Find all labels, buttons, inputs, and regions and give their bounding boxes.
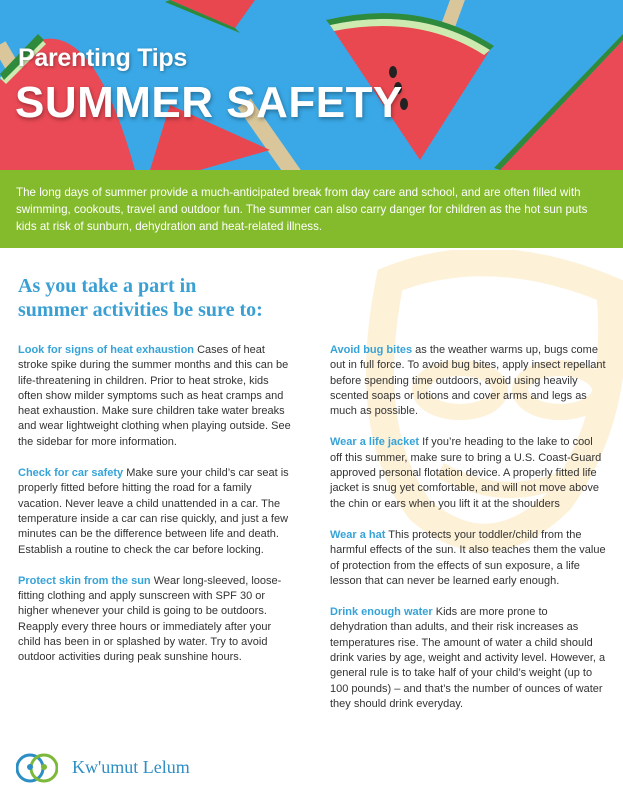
tip-text: Kids are more prone to dehydration than adults, and their risk increases as temperatures rise. The amount of water a child should drink varies by age, weight and activity level. However, a general rule is to take half of your child’s weight (up to 100 pounds) – and that’s the number of ounces of water they should drink everyday.: [330, 606, 606, 710]
intro-text: The long days of summer provide a much-anticipated break from day care and school, and are often filled with swimming, cookouts, travel and outdoor fun. The summer can also carry danger for children as the hot sun puts kids at risk of sunburn, dehydration and heat-related illness.: [0, 170, 623, 248]
tip-text: This protects your toddler/child from the harmful effects of the sun. It also teaches them the value of protection from the effects of sun exposure, a life lesson that can never be learned early enough.: [330, 528, 606, 587]
tip-title: Look for signs of heat exhaustion: [18, 344, 195, 356]
tip-text: Cases of heat stroke spike during the summer months and this can be life-threatening in children. Prior to heat stroke, kids often show milder symptoms such as heat cramps and heat exhaustion. Make sure children take water breaks and wear lightweight clothing when playing outside. See the sidebar for more information.: [18, 344, 291, 448]
tip-text: as the weather warms up, bugs come out in full force. To avoid bug bites, apply insect repellant before spending time outdoors, avoid using heavily scented soaps or lotions and cover arms and legs as much as possible.: [330, 344, 606, 418]
tip-protect-skin: [18, 574, 294, 666]
tip-life-jacket: [330, 435, 606, 511]
section-heading-line2: summer activities be sure to:: [18, 299, 263, 321]
tip-title: Wear a hat: [330, 528, 386, 541]
tip-drink-water: [330, 605, 606, 712]
tip-text: If you’re heading to the lake to cool off this summer, make sure to bring a U.S. Coast-Guard approved personal flotation device. A properly fitted life jacket is snug yet comfortable, and will not move above the chin or ears when you lift it at the shoulders: [330, 436, 602, 510]
tip-title: Protect skin from the sun: [18, 574, 151, 587]
tip-car-safety: [18, 466, 294, 558]
tip-title: Drink enough water: [330, 606, 433, 619]
pre-title: Parenting Tips: [18, 44, 187, 72]
tip-bug-bites: [330, 343, 606, 419]
organization-name: Kw'umut Lelum: [72, 757, 190, 777]
hero-banner: [0, 0, 623, 170]
kwumut-lelum-logo-icon: [16, 750, 58, 786]
tip-heat-exhaustion: [18, 343, 294, 450]
tip-title: Avoid bug bites: [330, 344, 413, 356]
tips-column-left: [18, 343, 294, 682]
section-heading: [18, 274, 318, 322]
tip-text: Make sure your child’s car seat is properly fitted before hitting the road for a family vacation. Never leave a child unattended in a car. The temperature inside a car can rise quickly, and just a few minutes can be the difference between life and death. Establish a routine to check the car before locking.: [18, 467, 289, 556]
tip-wear-hat: [330, 528, 606, 589]
tip-title: Wear a life jacket: [330, 436, 420, 449]
section-heading-line1: As you take a part in: [18, 275, 197, 297]
page-title: SUMMER SAFETY: [15, 78, 403, 127]
tips-column-right: [330, 343, 606, 728]
tip-title: Check for car safety: [18, 467, 124, 480]
tip-text: Wear long-sleeved, loose-fitting clothing and apply sunscreen with SPF 30 or higher whenever your child is going to be outdoors. Reapply every three hours or immediately after your child has been in or splashed by water. Try to avoid outdoor activities during peak sunshine hours.: [18, 574, 282, 664]
